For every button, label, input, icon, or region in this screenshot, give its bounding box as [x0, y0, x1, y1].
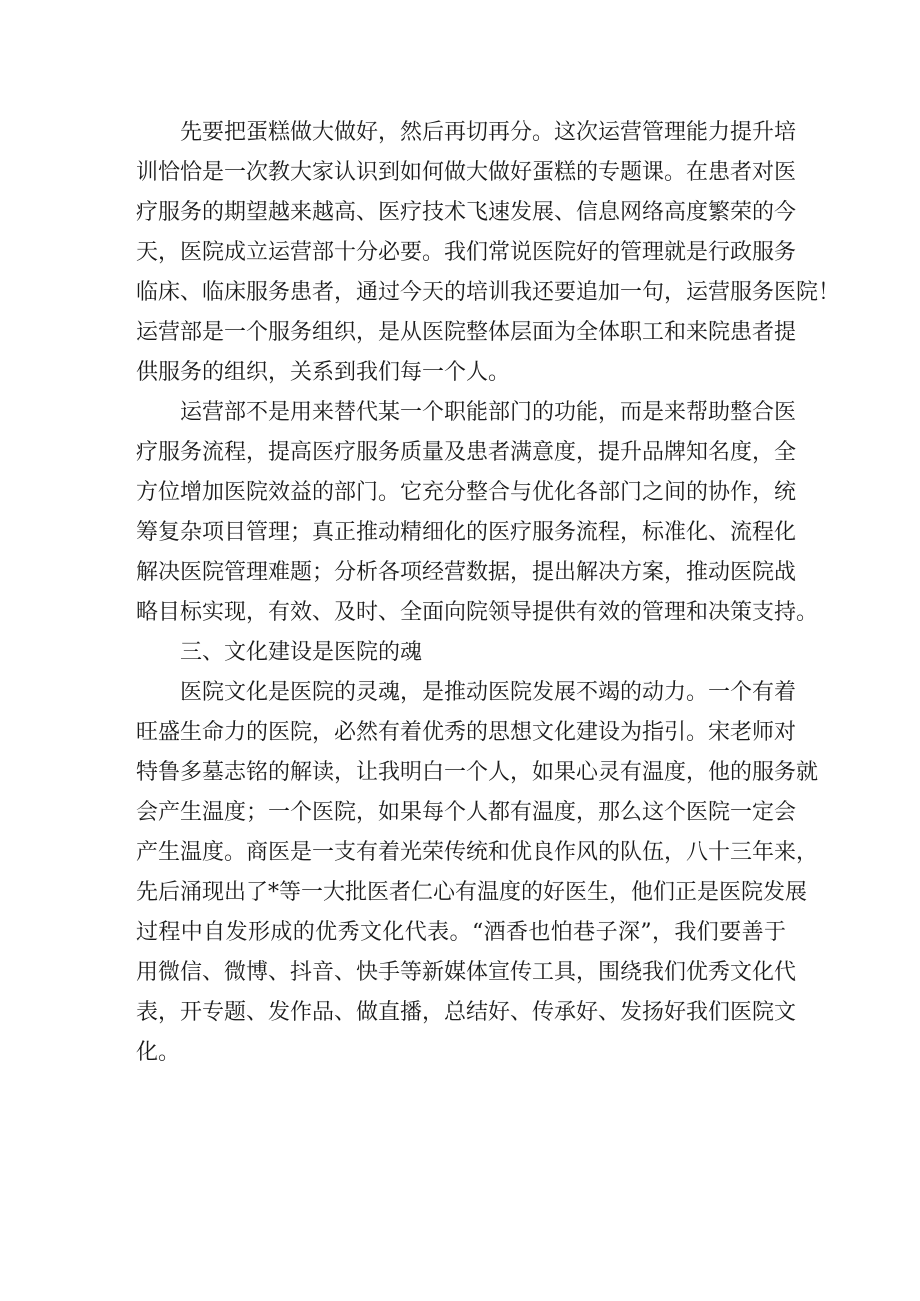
paragraph-2	[136, 393, 819, 633]
text-line: 方位增加医院效益的部门。它充分整合与优化各部门之间的协作，统	[136, 480, 797, 505]
text-line: 运营部不是用来替代某一个职能部门的功能，而是来帮助整合医	[180, 400, 797, 425]
section-heading-text: 三、文化建设是医院的魂	[180, 640, 423, 665]
text-line: 先后涌现出了*等一大批医者仁心有温度的好医生，他们正是医院发展	[136, 880, 808, 905]
text-line: 筹复杂项目管理；真正推动精细化的医疗服务流程，标准化、流程化	[136, 520, 797, 545]
text-line: 训恰恰是一次教大家认识到如何做大做好蛋糕的专题课。在患者对医	[136, 160, 797, 185]
text-line: 略目标实现，有效、及时、全面向院领导提供有效的管理和决策支持。	[136, 600, 819, 625]
text-line: 医院文化是医院的灵魂，是推动医院发展不竭的动力。一个有着	[180, 680, 797, 705]
text-line: 旺盛生命力的医院，必然有着优秀的思想文化建设为指引。宋老师对	[136, 720, 797, 745]
paragraph-3	[136, 673, 819, 1073]
text-line: 表，开专题、发作品、做直播，总结好、传承好、发扬好我们医院文	[136, 1000, 797, 1025]
text-line: 会产生温度；一个医院，如果每个人都有温度，那么这个医院一定会	[136, 800, 797, 825]
text-line: 先要把蛋糕做大做好，然后再切再分。这次运营管理能力提升培	[180, 120, 797, 145]
document-page	[136, 113, 841, 1073]
paragraph-1	[136, 113, 841, 393]
section-heading	[136, 633, 786, 673]
text-line: 过程中自发形成的优秀文化代表。“酒香也怕巷子深”，我们要善于	[136, 920, 786, 945]
text-line: 供服务的组织，关系到我们每一个人。	[136, 360, 511, 385]
text-line: 用微信、微博、抖音、快手等新媒体宣传工具，围绕我们优秀文化代	[136, 960, 797, 985]
text-line: 解决医院管理难题；分析各项经营数据，提出解决方案，推动医院战	[136, 560, 797, 585]
text-line: 临床、临床服务患者，通过今天的培训我还要追加一句，运营服务医院！	[136, 280, 841, 305]
text-line: 化。	[136, 1040, 181, 1065]
text-line: 运营部是一个服务组织，是从医院整体层面为全体职工和来院患者提	[136, 320, 797, 345]
text-line: 特鲁多墓志铭的解读，让我明白一个人，如果心灵有温度，他的服务就	[136, 760, 819, 785]
text-line: 天，医院成立运营部十分必要。我们常说医院好的管理就是行政服务	[136, 240, 797, 265]
text-line: 疗服务流程，提高医疗服务质量及患者满意度，提升品牌知名度，全	[136, 440, 797, 465]
text-line: 产生温度。商医是一支有着光荣传统和优良作风的队伍，八十三年来，	[136, 840, 819, 865]
text-line: 疗服务的期望越来越高、医疗技术飞速发展、信息网络高度繁荣的今	[136, 200, 797, 225]
